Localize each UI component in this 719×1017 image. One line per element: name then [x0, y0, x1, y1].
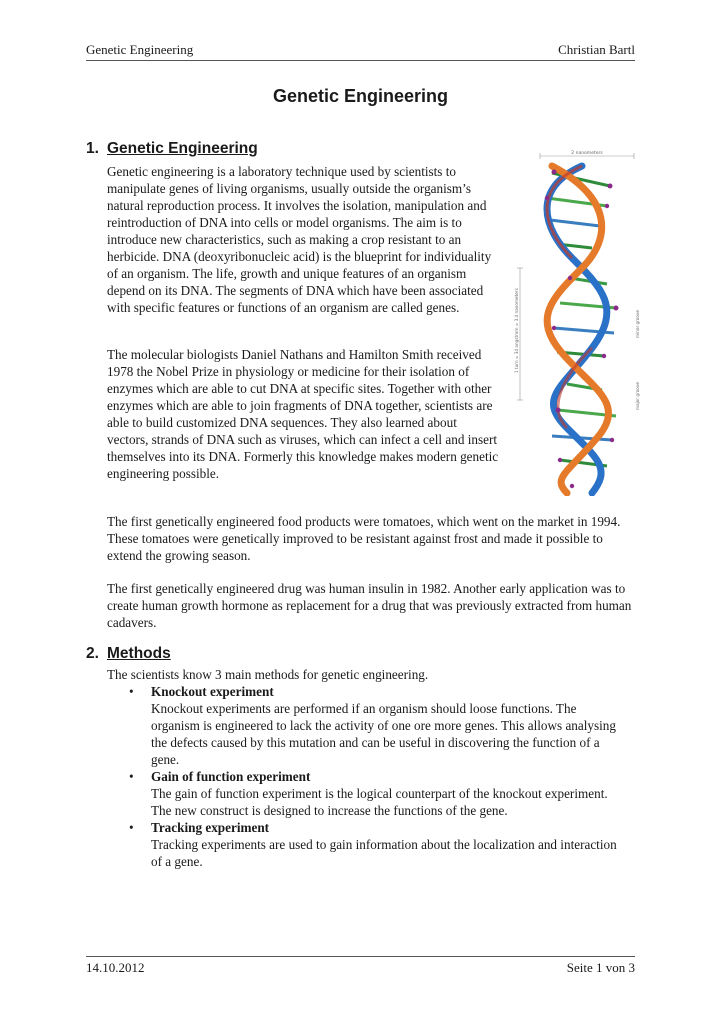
list-item: [107, 819, 627, 870]
section-2-heading: [86, 645, 171, 663]
section-1-number: 1.: [86, 140, 99, 157]
section-1-paragraph-4: The first genetically engineered drug was human insulin in 1982. Another early application was to create human growth hormone as replacement for a drug that was previously extracted from human cadavers.: [107, 581, 632, 630]
document-title: Genetic Engineering: [272, 86, 449, 106]
dna-width-label: 2 nanometers: [571, 151, 603, 156]
header-document-title: Genetic Engineering: [86, 42, 194, 57]
method-title: Tracking experiment: [151, 820, 270, 835]
section-1-paragraph-1: Genetic engineering is a laboratory technique used by scientists to manipulate genes of living organisms, usually outside the organism’s natural reproduction process. It involves the isolation, manipulation and reintroduction of DNA into cells or model organisms. The aim is to introduce new characteristics, such as making a crop resistant to an herbicide. DNA (deoxyribonucleic acid) is the blueprint for individuality of an organism. The life, growth and unique features of an organism depend on its DNA. The segments of DNA which have been associated with specific features or functions of an organism are called genes.: [107, 164, 492, 315]
section-2-intro: The scientists know 3 main methods for genetic engineering.: [107, 667, 429, 682]
page-footer: [86, 956, 635, 976]
method-title: Gain of function experiment: [151, 769, 311, 784]
section-1-paragraph-3: The first genetically engineered food products were tomatoes, which went on the market in 1994. These tomatoes were genetically improved to be resistant against frost and made it possible to extend the growing season.: [107, 514, 621, 563]
method-description: The gain of function experiment is the logical counterpart of the knockout experiment. The new construct is designed to increase the functions of the gene.: [151, 786, 608, 818]
dna-turn-label: 1 turn = 34 angstrom = 3.4 nanometers: [514, 288, 519, 373]
method-description: Knockout experiments are performed if an organism should loose functions. The organism is engineered to lack the activity of one ore more genes. This allows analysing the defects caused by this mutation and can be useful in discovering the function of a gene.: [151, 701, 616, 767]
section-2-number: 2.: [86, 645, 99, 662]
section-1-title: Genetic Engineering: [107, 140, 258, 157]
dna-minor-groove-label: minor groove: [635, 310, 640, 338]
page-header: [86, 42, 635, 61]
header-author: Christian Bartl: [558, 42, 635, 57]
bullet-icon: •: [129, 684, 134, 699]
section-1-heading: [86, 140, 258, 158]
methods-list: [107, 683, 627, 870]
method-description: Tracking experiments are used to gain information about the localization and interaction of a gene.: [151, 837, 617, 869]
bullet-icon: •: [129, 769, 134, 784]
dna-helix-image: [512, 148, 642, 496]
section-2-title: Methods: [107, 645, 171, 662]
method-title: Knockout experiment: [151, 684, 274, 699]
list-item: [107, 683, 627, 768]
list-item: [107, 768, 627, 819]
footer-date: 14.10.2012: [86, 960, 145, 975]
dna-major-groove-label: major groove: [635, 382, 640, 410]
footer-page-number: Seite 1 von 3: [566, 960, 635, 975]
section-1-paragraph-2: The molecular biologists Daniel Nathans and Hamilton Smith received 1978 the Nobel Prize in physiology or medicine for their isolation of enzymes which are able to cut DNA at specific sites. Together with other enzymes which are able to join fragments of DNA together, scientists are able to build customized DNA sequences. They also learned about vectors, strands of DNA such as viruses, which can infect a cell and insert themselves into its DNA. Formerly this knowledge makes modern genetic engineering possible.: [107, 347, 499, 481]
bullet-icon: •: [129, 820, 134, 835]
